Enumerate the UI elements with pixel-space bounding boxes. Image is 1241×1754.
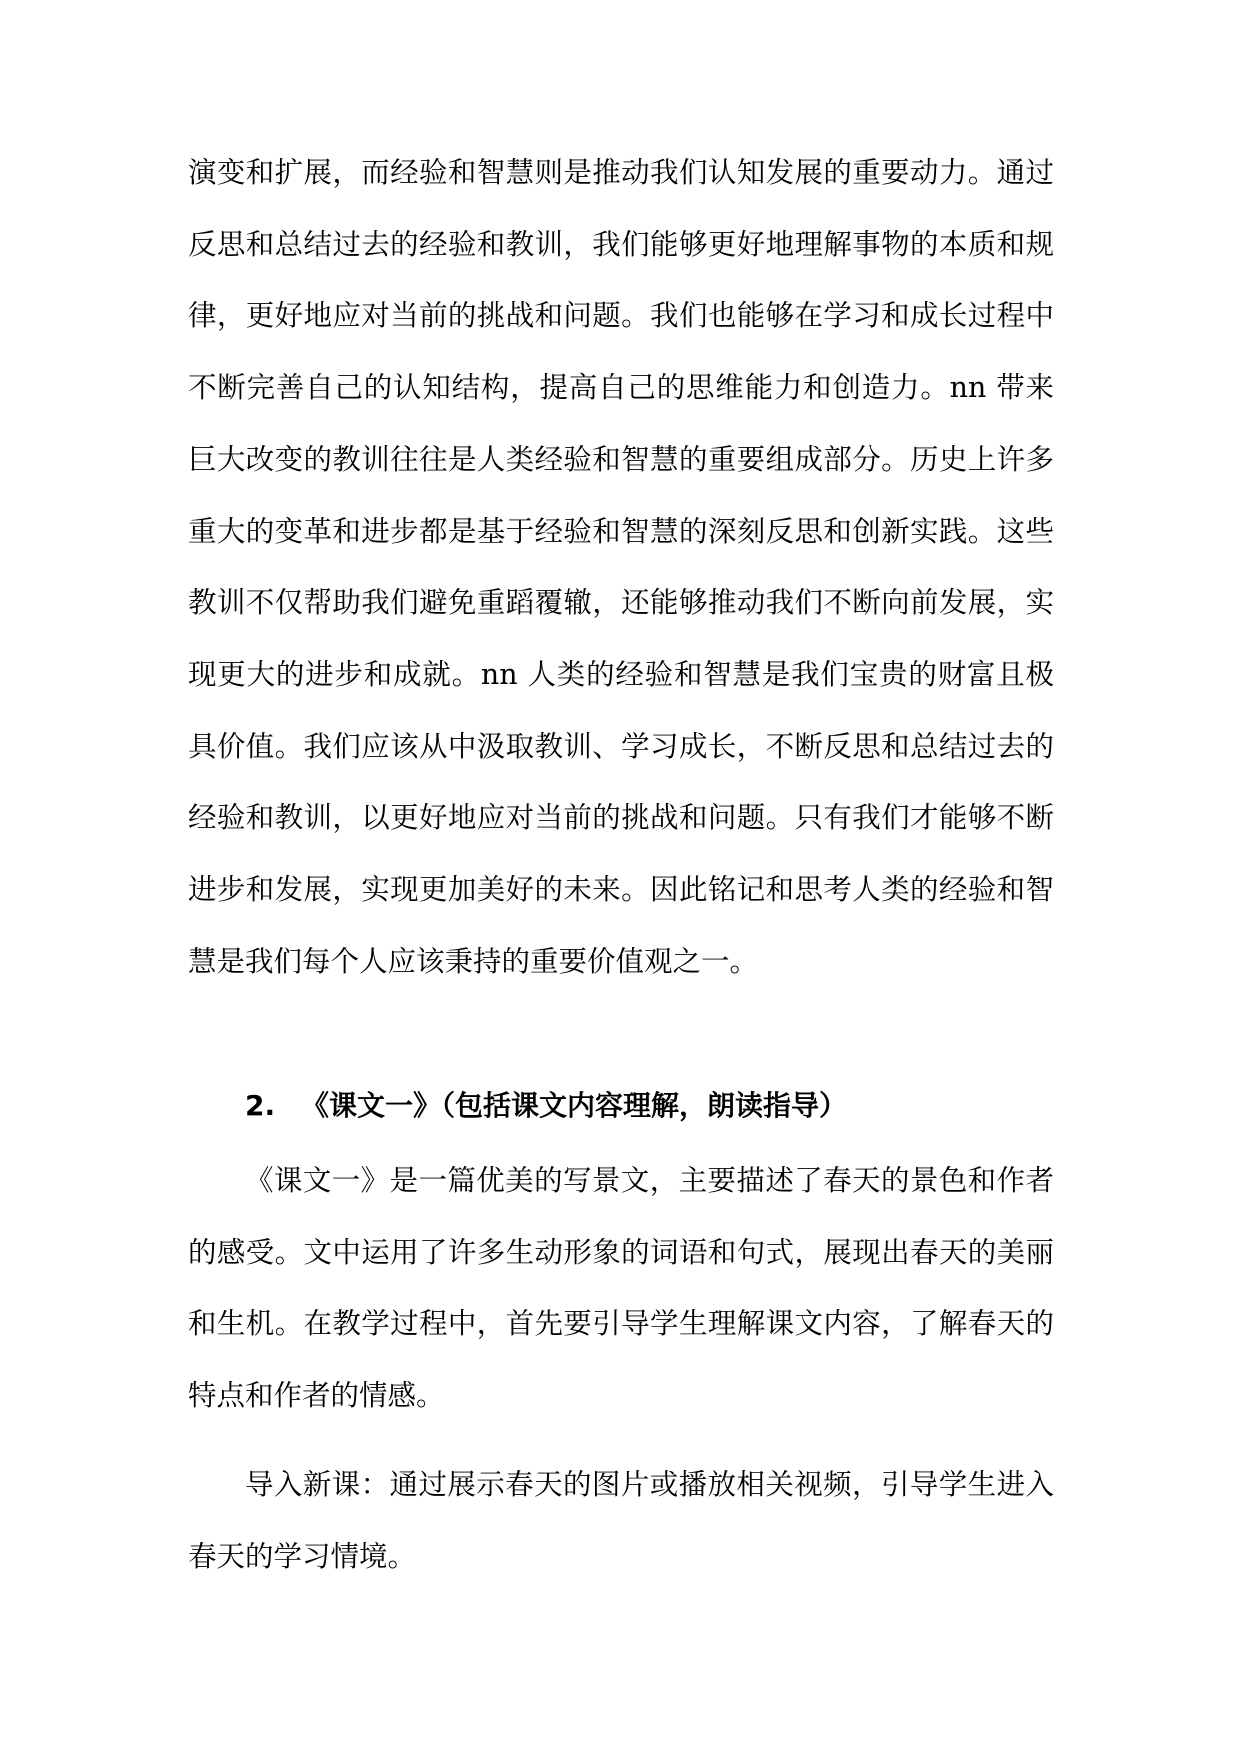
paragraph-text: 演变和扩展，而经验和智慧则是推动我们认知发展的重要动力。通过反思和总结过去的经验和教训，我们能够更好地理解事物的本质和规律，更好地应对当前的挑战和问题。我们也能够在学习和成长过程中不断完善自己的认知结构，提高自己的思维能力和创造力。nn 带来巨大改变的教训往往是人类经验和智慧的重要组成部分。历史上许多重大的变革和进步都是基于经验和智慧的深刻反思和创新实践。这些教训不仅帮助我们避免重蹈覆辙，还能够推动我们不断向前发展，实现更大的进步和成就。nn 人类的经验和智慧是我们宝贵的财富且极具价值。我们应该从中汲取教训、学习成长，不断反思和总结过去的经验和教训，以更好地应对当前的挑战和问题。只有我们才能够不断进步和发展，实现更加美好的未来。因此铭记和思考人类的经验和智慧是我们每个人应该秉持的重要价值观之一。 [188,156,1054,978]
body-paragraph-2 [188,1449,1054,1592]
section-number: 2. [245,1089,276,1122]
section-heading [245,1086,847,1126]
body-paragraph-1 [188,1145,1054,1432]
paragraph-text: 导入新课：通过展示春天的图片或播放相关视频，引导学生进入春天的学习情境。 [188,1468,1054,1573]
body-paragraph-continued [188,137,1054,997]
paragraph-text: 《课文一》是一篇优美的写景文，主要描述了春天的景色和作者的感受。文中运用了许多生动形象的词语和句式，展现出春天的美丽和生机。在教学过程中，首先要引导学生理解课文内容，了解春天的特点和作者的情感。 [188,1164,1054,1413]
section-title: 《课文一》（包括课文内容理解，朗读指导） [301,1089,848,1122]
